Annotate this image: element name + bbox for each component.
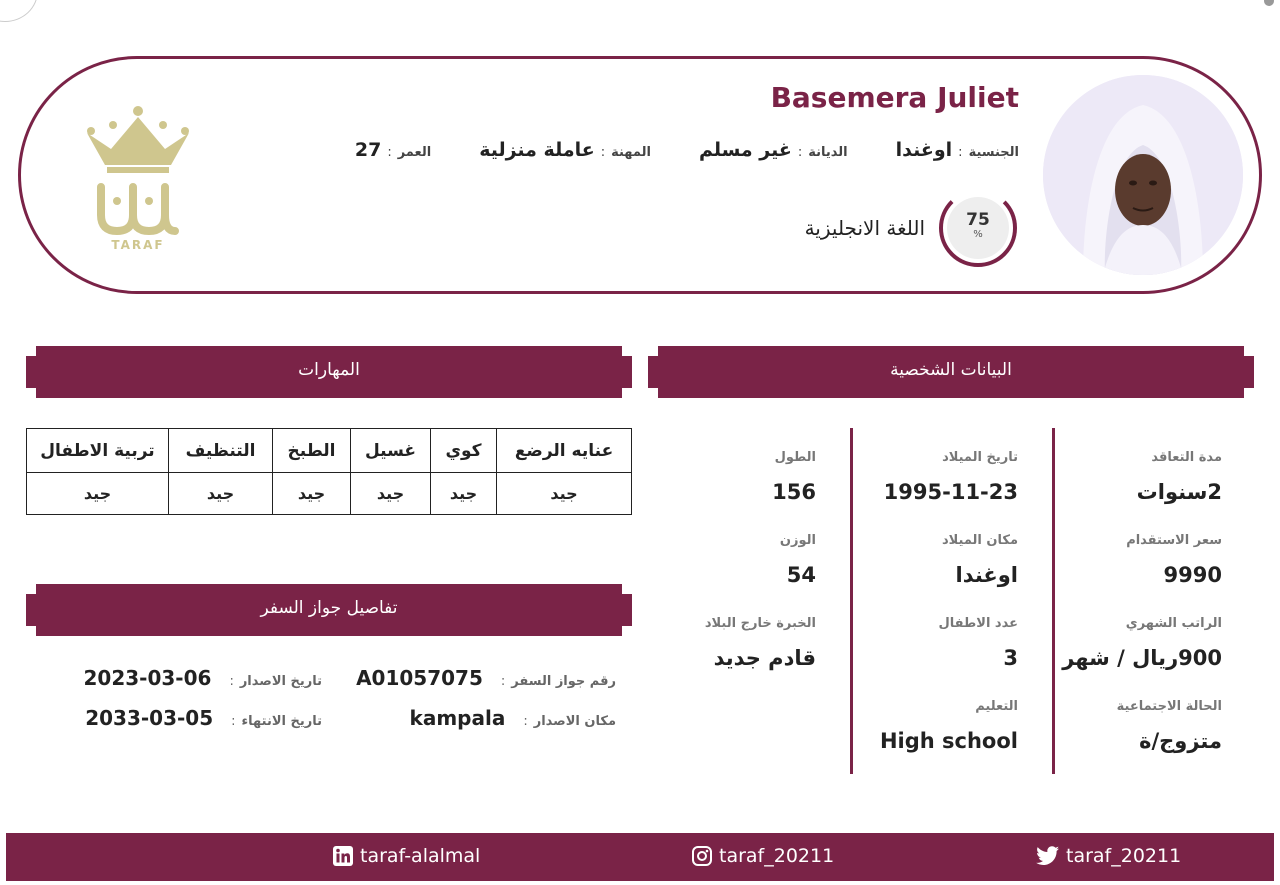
footer-bar <box>6 833 1274 881</box>
skill-header: غسيل <box>351 429 431 473</box>
language-percent-value: 75 <box>966 210 990 230</box>
skill-value: جيد <box>351 473 431 515</box>
skills-banner <box>26 346 632 398</box>
skill-header: تربية الاطفال <box>27 429 169 473</box>
profile-card <box>18 56 1262 294</box>
info-birth-place: مكان الميلاد اوغندا <box>941 533 1018 587</box>
info-monthly-salary: الراتب الشهري 900ريال / شهر <box>1062 616 1222 670</box>
info-weight: الوزن 54 <box>779 533 816 587</box>
info-marital-status: الحالة الاجتماعية متزوج/ة <box>1116 699 1222 753</box>
fact-value: اوغندا <box>895 139 953 161</box>
skill-header: التنظيف <box>169 429 273 473</box>
worker-name: Basemera Juliet <box>770 81 1019 114</box>
corner-decoration <box>0 0 38 22</box>
info-contract-duration: مدة التعاقد 2سنوات <box>1136 450 1222 504</box>
linkedin-link[interactable] <box>332 845 480 867</box>
language-progress-ring <box>937 187 1019 269</box>
passport-expiry-date: تاريخ الانتهاء : 2033-03-05 <box>85 706 322 730</box>
info-height: الطول 156 <box>772 450 816 504</box>
passport-issue-place: مكان الاصدار : kampala <box>409 706 616 730</box>
twitter-link[interactable] <box>1036 845 1181 867</box>
language-skill <box>805 187 1019 269</box>
linkedin-handle: taraf-alalmal <box>360 845 481 867</box>
avatar <box>1043 75 1243 275</box>
fact-value: عاملة منزلية <box>479 139 595 161</box>
skill-value: جيد <box>273 473 351 515</box>
passport-issue-date: تاريخ الاصدار : 2023-03-06 <box>83 666 322 690</box>
profile-facts <box>307 139 1019 161</box>
fact-religion: الديانة : غير مسلم <box>698 139 848 161</box>
fact-value: غير مسلم <box>698 139 792 161</box>
skill-header: كوي <box>431 429 497 473</box>
info-education: التعليم High school <box>879 699 1018 753</box>
fact-label: العمر <box>397 145 432 160</box>
personal-info-col-1 <box>1056 428 1222 774</box>
fact-label: الديانة <box>808 145 848 160</box>
skill-value: جيد <box>169 473 273 515</box>
skills-value-row <box>27 473 632 515</box>
personal-info-banner <box>648 346 1254 398</box>
info-children-count: عدد الاطفال 3 <box>938 616 1018 670</box>
instagram-icon <box>691 845 713 867</box>
skills-header-row <box>27 429 632 473</box>
skill-header: الطبخ <box>273 429 351 473</box>
skill-header: عنايه الرضع <box>497 429 632 473</box>
crown-icon <box>83 103 193 253</box>
scroll-indicator <box>1264 0 1274 6</box>
fact-label: الجنسية <box>968 145 1019 160</box>
fact-nationality: الجنسية : اوغندا <box>895 139 1019 161</box>
taraf-logo <box>83 103 193 253</box>
worker-photo <box>1043 75 1243 275</box>
skills-table <box>26 428 632 515</box>
passport-number: رقم جواز السفر : A01057075 <box>356 666 616 690</box>
twitter-icon <box>1036 845 1060 867</box>
info-birth-date: تاريخ الميلاد 1995-11-23 <box>883 450 1018 504</box>
skill-value: جيد <box>27 473 169 515</box>
twitter-handle: taraf_20211 <box>1066 845 1182 867</box>
section-title: البيانات الشخصية <box>890 360 1012 380</box>
language-label: اللغة الانجليزية <box>804 216 925 240</box>
instagram-link[interactable] <box>691 845 834 867</box>
skill-value: جيد <box>431 473 497 515</box>
percent-sign: % <box>973 229 983 240</box>
fact-age: العمر : 27 <box>354 139 432 161</box>
fact-profession: المهنة : عاملة منزلية <box>479 139 651 161</box>
fact-label: المهنة <box>611 145 651 160</box>
instagram-handle: taraf_20211 <box>719 845 835 867</box>
section-title: تفاصيل جواز السفر <box>260 598 398 618</box>
linkedin-icon <box>332 845 354 867</box>
skill-value: جيد <box>497 473 632 515</box>
logo-text: TARAF <box>111 238 165 252</box>
section-title: المهارات <box>298 360 360 380</box>
fact-value: 27 <box>354 139 382 161</box>
personal-info-col-2 <box>853 428 1055 774</box>
info-recruitment-price: سعر الاستقدام 9990 <box>1126 533 1222 587</box>
personal-info-col-3 <box>640 428 853 774</box>
passport-banner <box>26 584 632 636</box>
info-experience-abroad: الخبرة خارج البلاد قادم جديد <box>704 616 816 670</box>
